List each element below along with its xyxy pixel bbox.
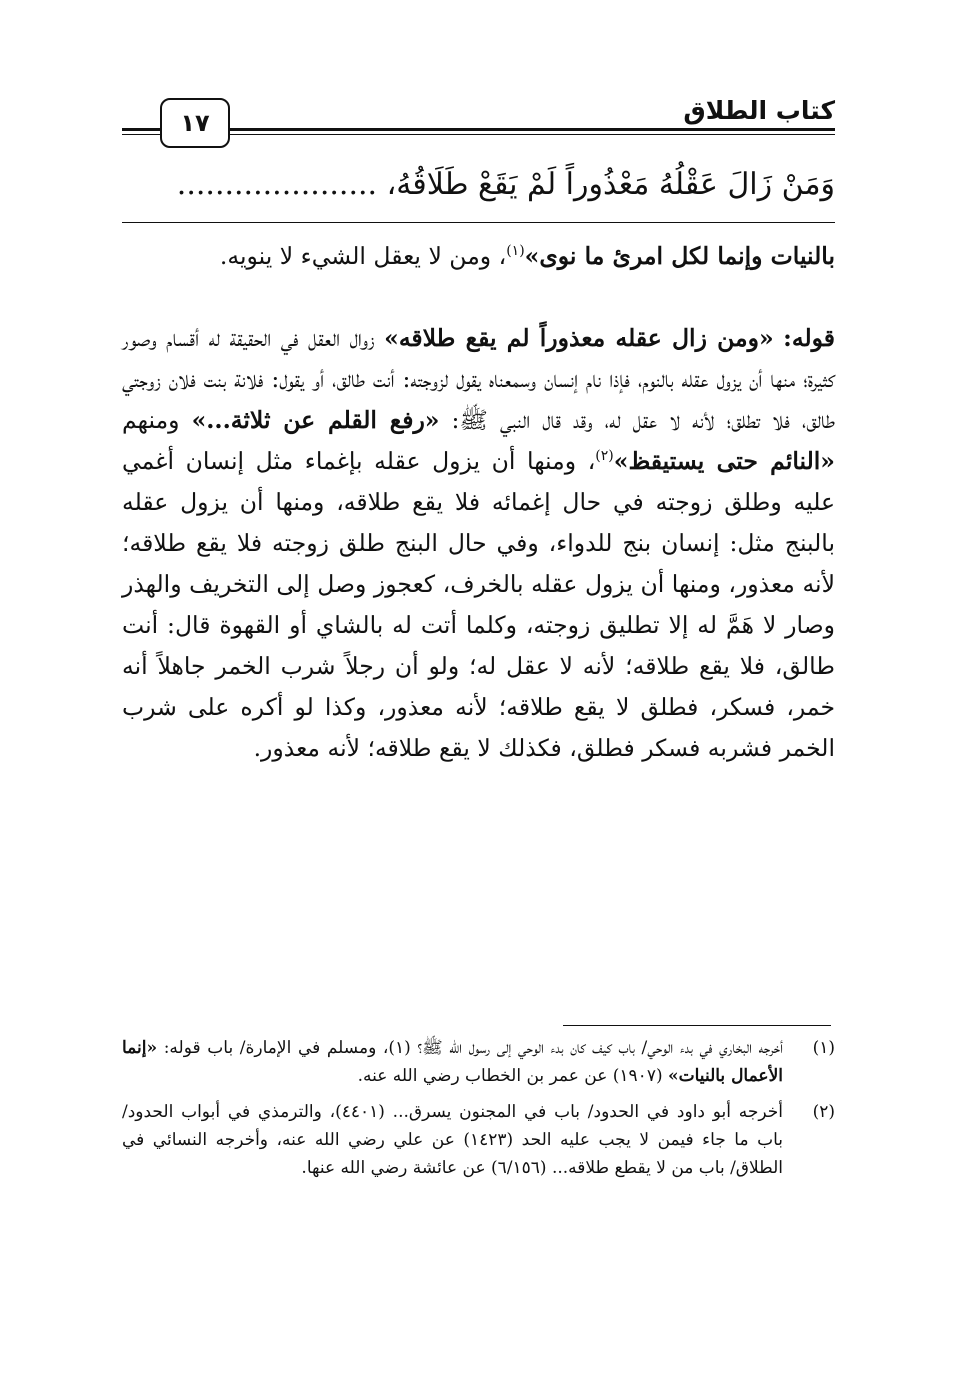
- paragraph-text: زوال العقل في الحقيقة له أقسام وصور كثيرة؛ منها أن يزول عقله بالنوم، فإذا نام إنسان وسمعناه يقول لزوجته: أنت طالق، أو يقول: فلانة بنت فلان زوجتي طالق، فلا تطلق؛ لأنه لا عقل له، وقد قال النبي ﷺ:: [122, 324, 835, 434]
- matn-text: وَمَنْ زَالَ عَقْلُهُ مَعْذُوراً لَمْ يَقَعْ طَلَاقُهُ، .....................: [176, 167, 835, 202]
- qawluhu-label: قوله:: [783, 324, 835, 352]
- paragraph-text: ، ومنها أن يزول عقله بإغماء مثل إنسان أغمي عليه وطلق زوجته في حال إغمائه فلا يقع طلاقه، ومنها أن يزول عقله بالبنج مثل: إنسان بنج للدواء، وفي حال البنج طلق زوجته فلا يقع طلاقه؛ لأنه معذور، ومنها أن يزول عقله بالخرف، كعجوز وصل إلى التخريف والهذر وصار لا هَمَّ له إلا تطليق زوجته، وكلما أتت له بالشاي أو القهوة قال: أنت طالق، فلا يقع طلاقه؛ لأنه لا عقل له؛ ولو أن رجلاً شرب الخمر جاهلاً أنه خمر، فسكر، فطلق لا يقع طلاقه؛ لأنه معذور، وكذا لو أكره على شرب الخمر فشربه فسكر فطلق، فكذلك لا يقع طلاقه؛ لأنه معذور.: [122, 447, 835, 762]
- footnote-number: (٢): [812, 1102, 835, 1122]
- paragraph-1: [122, 236, 835, 277]
- footnote-ref-1: (١): [506, 243, 525, 260]
- hadith-quote: «رفع القلم عن ثلاثة...»: [191, 406, 440, 434]
- footnote-2: [122, 1098, 835, 1182]
- footnote-text: [122, 1034, 783, 1090]
- footnote-1: [122, 1034, 835, 1090]
- chapter-title: كتاب الطلاق: [683, 96, 835, 125]
- header-rule-left-thin: [122, 134, 160, 135]
- header-rule-thin: [228, 134, 835, 135]
- paragraph-text: ومنهم: [122, 406, 192, 434]
- header-rule-thick: [228, 128, 835, 131]
- hadith-quote: بالنيات وإنما لكل امرئ ما نوى»: [524, 242, 835, 270]
- footnote-number: (١): [812, 1038, 835, 1058]
- commentary-body: [122, 236, 835, 769]
- hadith-quote: «النائم حتى يستيقظ»: [613, 447, 835, 475]
- paragraph-gap: [122, 277, 835, 318]
- footnote-ref-2: (٢): [595, 448, 614, 465]
- paragraph-2: [122, 318, 835, 769]
- matn-divider: [122, 222, 835, 223]
- matn-quote: «ومن زال عقله معذوراً لم يقع طلاقه»: [384, 324, 774, 352]
- header-rule-left-thick: [122, 128, 160, 131]
- footnote-text-part: أخرجه البخاري في بدء الوحي/ باب كيف كان بدء الوحي إلى رسول الله ﷺ؟ (١)، ومسلم في الإمارة/ باب قوله:: [157, 1038, 784, 1058]
- footnote-text: أخرجه أبو داود في الحدود/ باب في المجنون يسرق... (٤٤٠١)، والترمذي في أبواب الحدود/ باب ما جاء فيمن لا يجب عليه الحد (١٤٢٣) عن علي رضي الله عنه، وأخرجه النسائي في الطلاق/ باب من لا يقطع طلاقه... (٦/١٥٦) عن عائشة رضي الله عنها.: [122, 1102, 784, 1178]
- footnotes: [122, 1034, 835, 1190]
- footnote-divider: [563, 1025, 831, 1026]
- paragraph-text: ، ومن لا يعقل الشيء لا ينويه.: [219, 242, 507, 270]
- footnote-text-part: (١٩٠٧) عن عمر بن الخطاب رضي الله عنه.: [357, 1066, 668, 1086]
- footnote-hadith-title: «إنما الأعمال بالنيات»: [122, 1038, 783, 1086]
- page-number: ١٧: [160, 98, 230, 148]
